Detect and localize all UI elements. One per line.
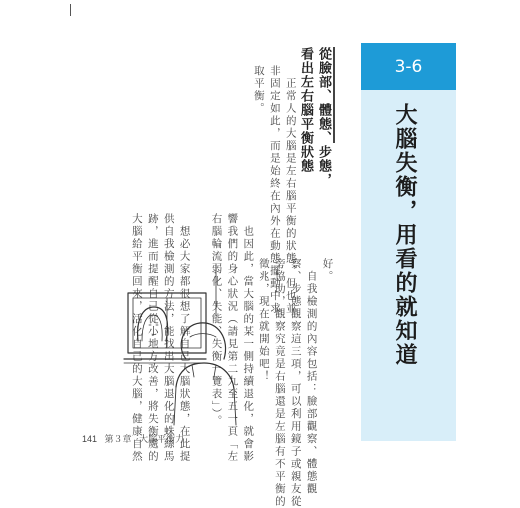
page-footer xyxy=(82,432,189,445)
section-number-badge: 3-6 xyxy=(361,43,456,90)
crop-mark xyxy=(70,4,71,16)
person-looking-in-mirror-illustration xyxy=(120,255,240,430)
paragraph-intro: 正常人的大腦是左右腦平衡的狀態，但也並 非固定如此，而是始終在內外在動態擺動中求 取平衡。 xyxy=(252,65,297,315)
heading-rule xyxy=(333,47,335,143)
paragraph-main: 也因此，當大腦的某一側持續退化，就會影 響我們的身心狀況（請見第二九至五一頁「左 右腦輪流弱化、失能、失衡一覽表」）。 想必大家都很想了解自己大腦狀態，在此提 供自我檢測的方法，能找出大腦退化的蛛絲馬 跡，進而提醒自己從小地方改善，將失衡處的 大腦給平衡回來，活化自己的大腦，健康自然 xyxy=(130,213,255,463)
chapter-title: 大腦平衡力 xyxy=(139,434,185,444)
page-number: 141 xyxy=(82,434,98,444)
section-title: 大腦失衡，用看的就知道 xyxy=(392,103,417,367)
chapter-label: 第３章 xyxy=(104,434,132,444)
subsection-heading: 從臉部、體態、步態， 看出左右腦平衡狀態 xyxy=(298,47,331,187)
paragraph-self-check: 好。 自我檢測的內容包括：臉部觀察、體態觀 察、步態觀察這三項，可以利用鏡子或親友從 旁協助，觀察究竟是右腦還是左腦有不平衡的 徵兆，現在就開始吧！ xyxy=(257,258,334,508)
